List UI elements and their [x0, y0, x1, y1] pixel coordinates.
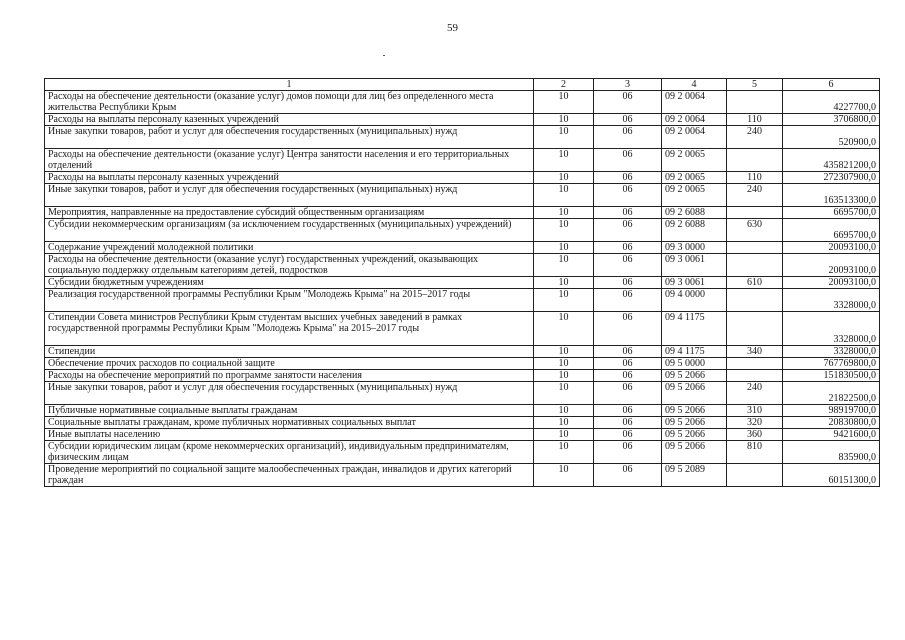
table-row [45, 370, 880, 382]
table-row [45, 289, 880, 312]
row-name-cell: Иные закупки товаров, работ и услуг для обеспечения государственных (муниципальных) нужд [45, 126, 534, 149]
section-cell: 10 [534, 277, 594, 289]
row-name-cell: Стипендии [45, 346, 534, 358]
expense-type-cell: 610 [727, 277, 783, 289]
subsection-cell: 06 [594, 242, 662, 254]
amount-cell: 767769800,0 [783, 358, 880, 370]
subsection-cell: 06 [594, 417, 662, 429]
amount-cell: 20093100,0 [783, 277, 880, 289]
amount-cell: 98919700,0 [783, 405, 880, 417]
target-code-cell: 09 5 2066 [662, 382, 727, 405]
subsection-cell: 06 [594, 207, 662, 219]
subsection-cell: 06 [594, 441, 662, 464]
section-cell: 10 [534, 405, 594, 417]
row-name-cell: Иные выплаты населению [45, 429, 534, 441]
amount-cell: 60151300,0 [783, 464, 880, 487]
row-name-cell: Иные закупки товаров, работ и услуг для обеспечения государственных (муниципальных) нужд [45, 184, 534, 207]
subsection-cell: 06 [594, 114, 662, 126]
expense-type-cell [727, 464, 783, 487]
row-name-cell: Обеспечение прочих расходов по социальной защите [45, 358, 534, 370]
table-row [45, 207, 880, 219]
section-cell: 10 [534, 91, 594, 114]
target-code-cell: 09 4 0000 [662, 289, 727, 312]
header-cell: 1 [45, 79, 534, 91]
row-name-cell: Публичные нормативные социальные выплаты гражданам [45, 405, 534, 417]
expense-type-cell: 110 [727, 172, 783, 184]
subsection-cell: 06 [594, 346, 662, 358]
table-row [45, 429, 880, 441]
amount-cell: 151830500,0 [783, 370, 880, 382]
header-row [45, 79, 880, 91]
section-cell: 10 [534, 172, 594, 184]
target-code-cell: 09 5 2066 [662, 417, 727, 429]
table-row [45, 405, 880, 417]
subsection-cell: 06 [594, 184, 662, 207]
row-name-cell: Субсидии некоммерческим организациям (за исключением государственных (муниципальных) учреждений) [45, 219, 534, 242]
amount-cell: 520900,0 [783, 126, 880, 149]
expense-type-cell: 110 [727, 114, 783, 126]
row-name-cell: Расходы на обеспечение деятельности (оказание услуг) Центра занятости населения и его территориальных отделений [45, 149, 534, 172]
expense-type-cell: 810 [727, 441, 783, 464]
expense-type-cell [727, 370, 783, 382]
subsection-cell: 06 [594, 172, 662, 184]
amount-cell: 3328000,0 [783, 346, 880, 358]
subsection-cell: 06 [594, 126, 662, 149]
subsection-cell: 06 [594, 289, 662, 312]
section-cell: 10 [534, 126, 594, 149]
table-row [45, 126, 880, 149]
header-cell: 3 [594, 79, 662, 91]
expense-type-cell [727, 91, 783, 114]
target-code-cell: 09 2 0065 [662, 172, 727, 184]
amount-cell: 6695700,0 [783, 207, 880, 219]
subsection-cell: 06 [594, 254, 662, 277]
table-row [45, 277, 880, 289]
amount-cell: 272307900,0 [783, 172, 880, 184]
section-cell: 10 [534, 184, 594, 207]
section-cell: 10 [534, 289, 594, 312]
expense-type-cell: 340 [727, 346, 783, 358]
expense-type-cell: 360 [727, 429, 783, 441]
row-name-cell: Проведение мероприятий по социальной защите малообеспеченных граждан, инвалидов и других категорий граждан [45, 464, 534, 487]
section-cell: 10 [534, 312, 594, 346]
target-code-cell: 09 3 0000 [662, 242, 727, 254]
target-code-cell: 09 2 0064 [662, 126, 727, 149]
expense-type-cell [727, 149, 783, 172]
expense-type-cell [727, 312, 783, 346]
page-number: 59 [447, 22, 458, 34]
table-row [45, 441, 880, 464]
header-cell: 6 [783, 79, 880, 91]
target-code-cell: 09 2 6088 [662, 219, 727, 242]
row-name-cell: Реализация государственной программы Республики Крым "Молодежь Крыма" на 2015–2017 годы [45, 289, 534, 312]
expense-type-cell: 320 [727, 417, 783, 429]
amount-cell: 4227700,0 [783, 91, 880, 114]
subsection-cell: 06 [594, 149, 662, 172]
expense-type-cell: 310 [727, 405, 783, 417]
table-row [45, 172, 880, 184]
subsection-cell: 06 [594, 405, 662, 417]
section-cell: 10 [534, 207, 594, 219]
target-code-cell: 09 5 0000 [662, 358, 727, 370]
section-cell: 10 [534, 254, 594, 277]
amount-cell: 6695700,0 [783, 219, 880, 242]
section-cell: 10 [534, 441, 594, 464]
section-cell: 10 [534, 358, 594, 370]
subsection-cell: 06 [594, 312, 662, 346]
table-row [45, 242, 880, 254]
amount-cell: 20093100,0 [783, 242, 880, 254]
section-cell: 10 [534, 149, 594, 172]
subsection-cell: 06 [594, 219, 662, 242]
table-row [45, 312, 880, 346]
table-row [45, 91, 880, 114]
table-row [45, 149, 880, 172]
subsection-cell: 06 [594, 277, 662, 289]
scan-speck [383, 55, 385, 56]
section-cell: 10 [534, 382, 594, 405]
expense-type-cell: 240 [727, 184, 783, 207]
amount-cell: 20830800,0 [783, 417, 880, 429]
amount-cell: 3328000,0 [783, 312, 880, 346]
subsection-cell: 06 [594, 429, 662, 441]
header-cell: 4 [662, 79, 727, 91]
target-code-cell: 09 2 6088 [662, 207, 727, 219]
table-row [45, 382, 880, 405]
row-name-cell: Иные закупки товаров, работ и услуг для обеспечения государственных (муниципальных) нужд [45, 382, 534, 405]
target-code-cell: 09 5 2066 [662, 429, 727, 441]
target-code-cell: 09 5 2089 [662, 464, 727, 487]
amount-cell: 21822500,0 [783, 382, 880, 405]
row-name-cell: Стипендии Совета министров Республики Крым студентам высших учебных заведений в рамках государственной программы Республики Крым "Молодежь Крыма" на 2015–2017 годы [45, 312, 534, 346]
target-code-cell: 09 4 1175 [662, 312, 727, 346]
amount-cell: 9421600,0 [783, 429, 880, 441]
section-cell: 10 [534, 242, 594, 254]
row-name-cell: Социальные выплаты гражданам, кроме публичных нормативных социальных выплат [45, 417, 534, 429]
table-row [45, 346, 880, 358]
row-name-cell: Субсидии бюджетным учреждениям [45, 277, 534, 289]
expense-type-cell [727, 289, 783, 312]
subsection-cell: 06 [594, 382, 662, 405]
table-row [45, 184, 880, 207]
table-row [45, 358, 880, 370]
row-name-cell: Содержание учреждений молодежной политики [45, 242, 534, 254]
budget-table [44, 78, 880, 487]
header-cell: 2 [534, 79, 594, 91]
row-name-cell: Расходы на выплаты персоналу казенных учреждений [45, 114, 534, 126]
table-row [45, 219, 880, 242]
expense-type-cell [727, 358, 783, 370]
target-code-cell: 09 3 0061 [662, 277, 727, 289]
section-cell: 10 [534, 370, 594, 382]
target-code-cell: 09 3 0061 [662, 254, 727, 277]
subsection-cell: 06 [594, 358, 662, 370]
row-name-cell: Мероприятия, направленные на предоставление субсидий общественным организациям [45, 207, 534, 219]
section-cell: 10 [534, 417, 594, 429]
amount-cell: 20093100,0 [783, 254, 880, 277]
target-code-cell: 09 5 2066 [662, 370, 727, 382]
target-code-cell: 09 2 0065 [662, 149, 727, 172]
row-name-cell: Расходы на обеспечение мероприятий по программе занятости населения [45, 370, 534, 382]
table-row [45, 254, 880, 277]
section-cell: 10 [534, 464, 594, 487]
row-name-cell: Расходы на обеспечение деятельности (оказание услуг) государственных учреждений, оказывающих социальную поддержку отдельным категориям детей, подростков [45, 254, 534, 277]
amount-cell: 163513300,0 [783, 184, 880, 207]
expense-type-cell: 240 [727, 382, 783, 405]
target-code-cell: 09 5 2066 [662, 441, 727, 464]
expense-type-cell: 630 [727, 219, 783, 242]
table-row [45, 114, 880, 126]
expense-type-cell [727, 207, 783, 219]
target-code-cell: 09 2 0064 [662, 91, 727, 114]
subsection-cell: 06 [594, 464, 662, 487]
header-cell: 5 [727, 79, 783, 91]
section-cell: 10 [534, 114, 594, 126]
amount-cell: 3328000,0 [783, 289, 880, 312]
expense-type-cell [727, 242, 783, 254]
row-name-cell: Субсидии юридическим лицам (кроме некоммерческих организаций), индивидуальным предпринимателям, физическим лицам [45, 441, 534, 464]
subsection-cell: 06 [594, 91, 662, 114]
table-row [45, 464, 880, 487]
amount-cell: 835900,0 [783, 441, 880, 464]
target-code-cell: 09 5 2066 [662, 405, 727, 417]
target-code-cell: 09 2 0064 [662, 114, 727, 126]
target-code-cell: 09 2 0065 [662, 184, 727, 207]
section-cell: 10 [534, 429, 594, 441]
amount-cell: 3706800,0 [783, 114, 880, 126]
subsection-cell: 06 [594, 370, 662, 382]
table-row [45, 417, 880, 429]
row-name-cell: Расходы на обеспечение деятельности (оказание услуг) домов помощи для лиц без определенного места жительства Республики Крым [45, 91, 534, 114]
section-cell: 10 [534, 346, 594, 358]
expense-type-cell: 240 [727, 126, 783, 149]
row-name-cell: Расходы на выплаты персоналу казенных учреждений [45, 172, 534, 184]
amount-cell: 435821200,0 [783, 149, 880, 172]
section-cell: 10 [534, 219, 594, 242]
expense-type-cell [727, 254, 783, 277]
target-code-cell: 09 4 1175 [662, 346, 727, 358]
